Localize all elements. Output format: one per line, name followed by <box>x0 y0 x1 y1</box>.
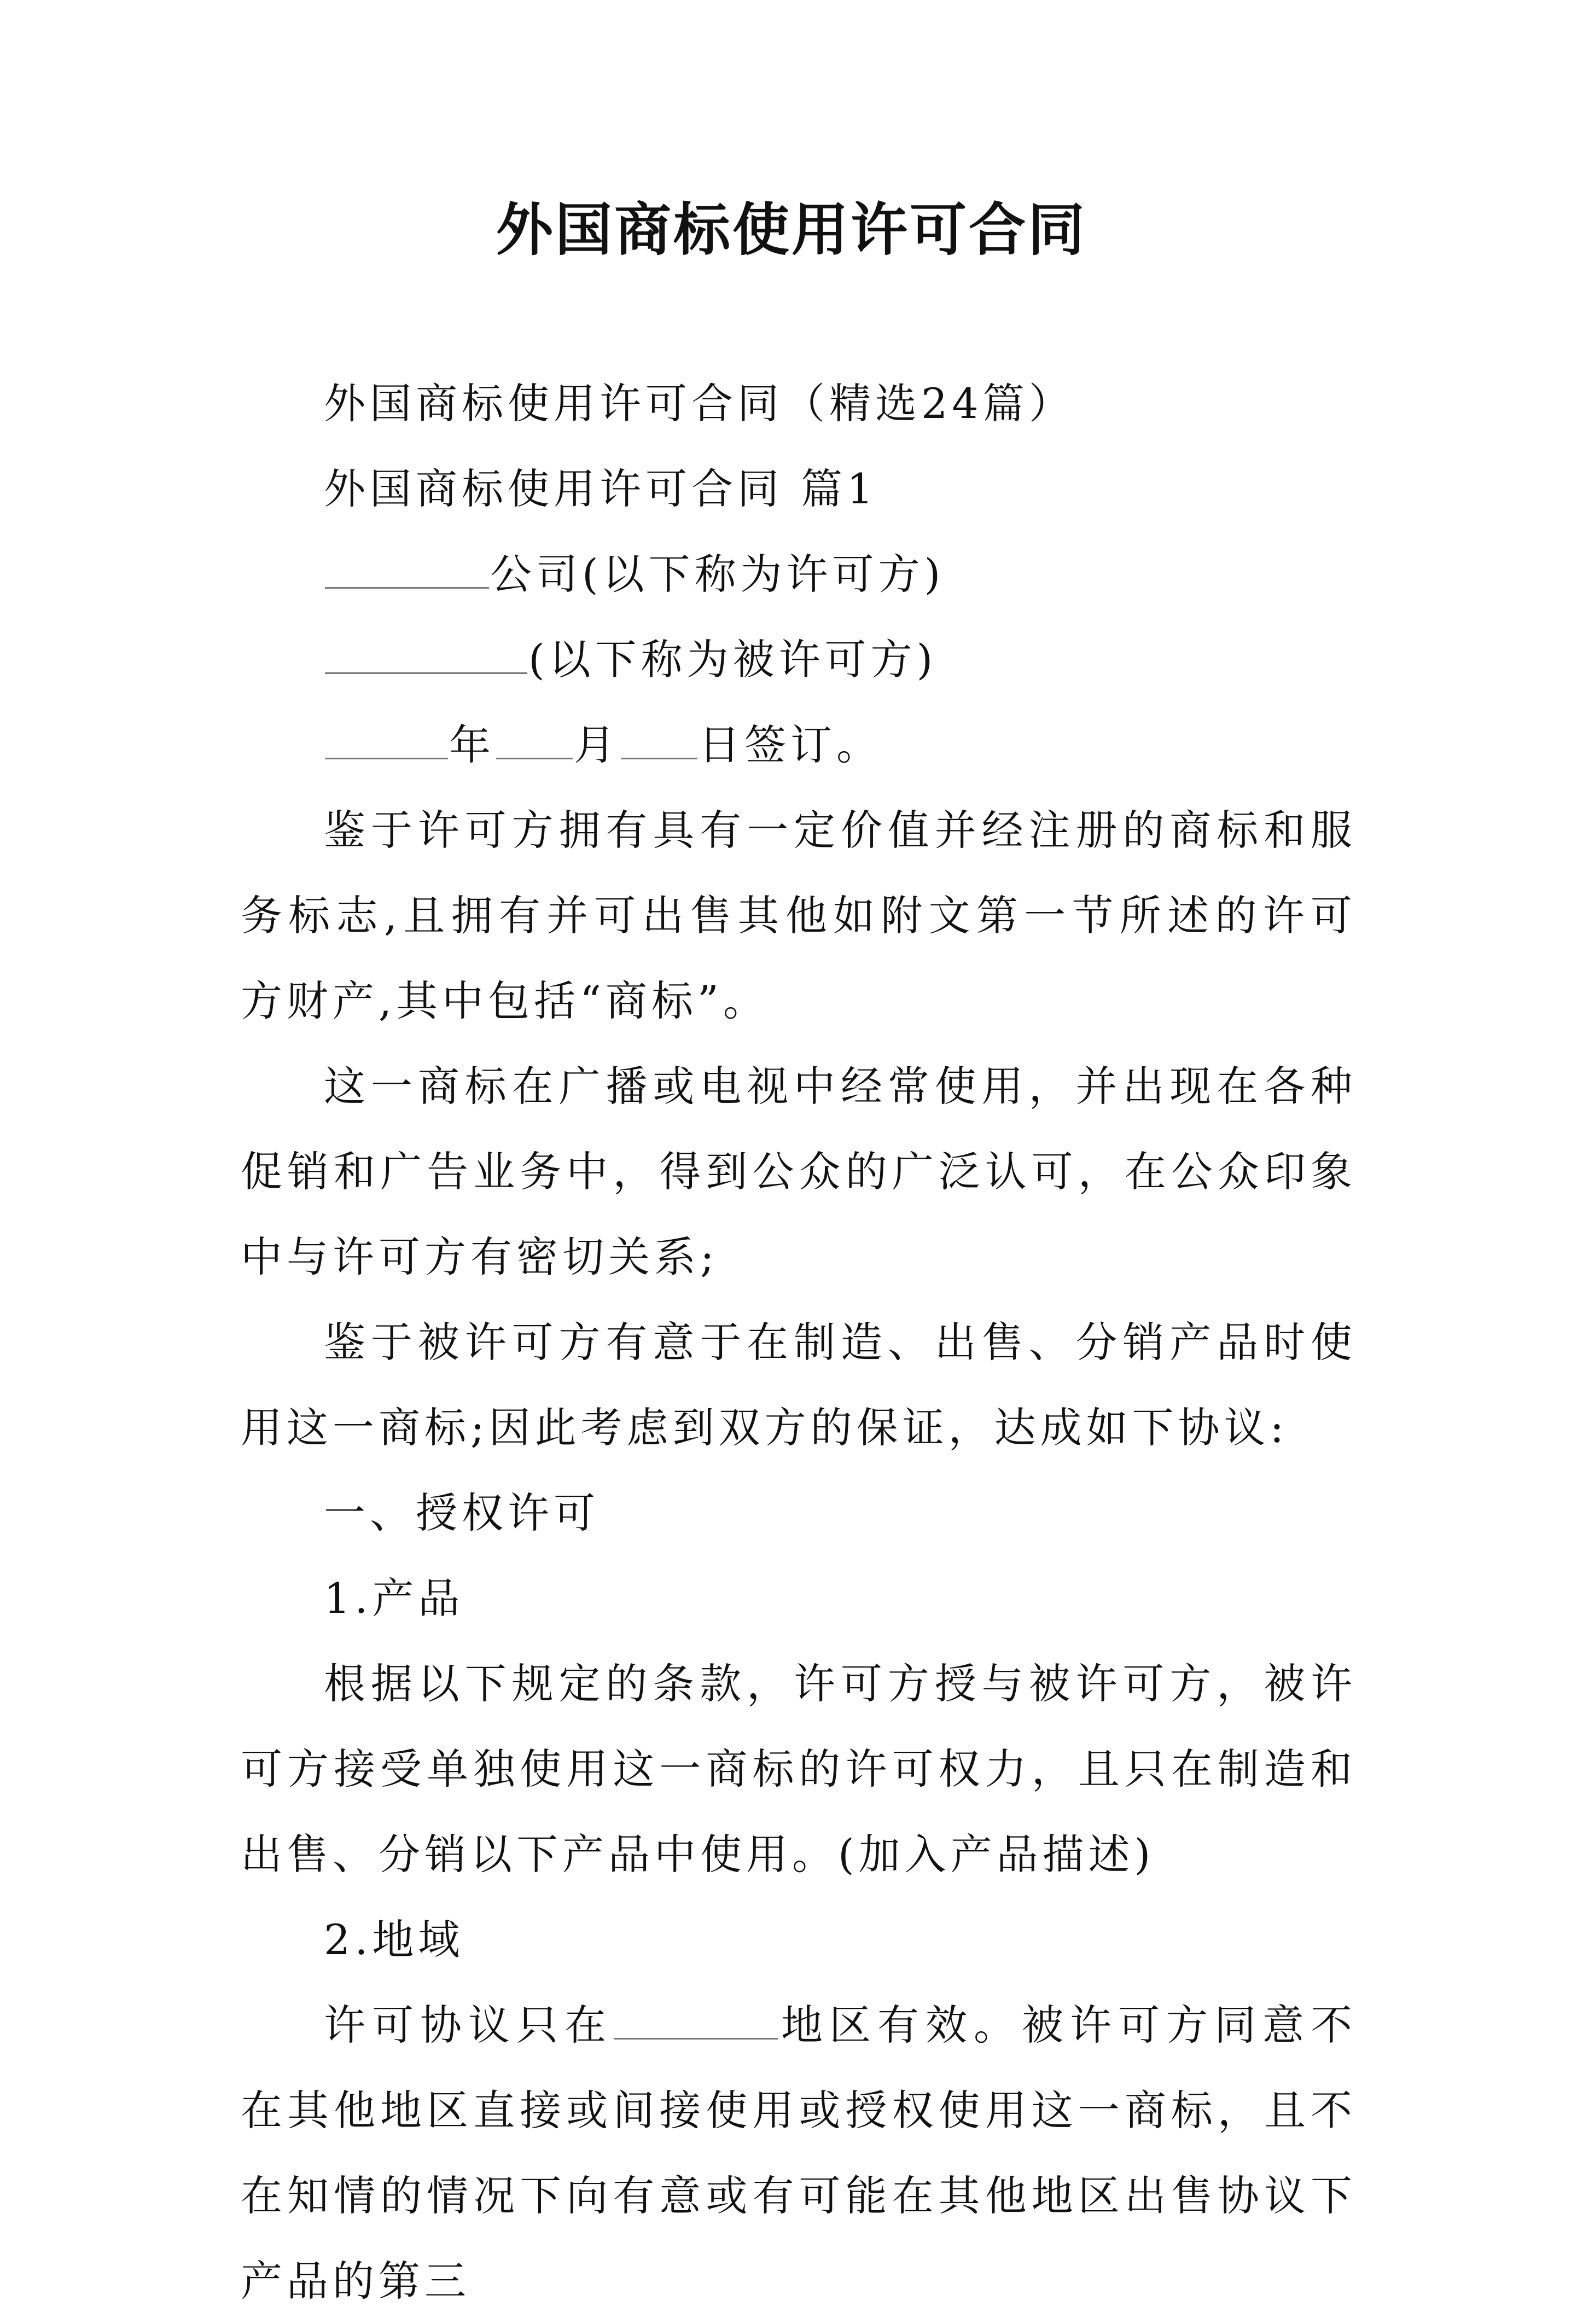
licensor-line <box>241 532 1357 617</box>
month-blank <box>496 722 573 759</box>
territory-heading: 2.地域 <box>324 1915 464 1964</box>
products-heading: 1.产品 <box>324 1574 464 1623</box>
territory-text-start: 许可协议只在 <box>324 2001 613 2049</box>
licensee-name-blank <box>325 636 527 674</box>
licensee-line <box>241 617 1357 702</box>
section-heading: 外国商标使用许可合同 篇1 <box>324 464 878 513</box>
grant-heading: 一、授权许可 <box>324 1489 600 1537</box>
whereas-paragraph-1: 鉴于许可方拥有具有一定价值并经注册的商标和服务标志,且拥有并可出售其他如附文第一节所述的许可方财产,其中包括“商标”。 <box>241 806 1357 1025</box>
signing-date-line <box>241 702 1357 788</box>
day-label: 日签订。 <box>699 721 882 769</box>
licensor-name-blank <box>325 551 489 589</box>
licensee-line-text: (以下称为被许可方) <box>528 635 938 684</box>
whereas-paragraph-2: 鉴于被许可方有意于在制造、出售、分销产品时使用这一商标;因此考虑到双方的保证，达成如下协议: <box>241 1318 1357 1452</box>
year-label: 年 <box>449 721 495 769</box>
licensor-line-text: 公司(以下称为许可方) <box>490 550 945 599</box>
year-blank <box>325 722 448 759</box>
territory-blank <box>614 2002 778 2040</box>
day-blank <box>621 722 697 759</box>
products-paragraph: 根据以下规定的条款，许可方授与被许可方，被许可方接受单独使用这一商标的许可权力，且只在制造和出售、分销以下产品中使用。(加入产品描述) <box>241 1659 1357 1879</box>
document-subtitle: 外国商标使用许可合同（精选24篇） <box>324 379 1075 428</box>
territory-paragraph <box>241 1983 1357 2324</box>
document-title: 外国商标使用许可合同 <box>496 196 1087 263</box>
document-body <box>241 361 1357 2324</box>
trademark-use-paragraph: 这一商标在广播或电视中经常使用，并出现在各种促销和广告业务中，得到公众的广泛认可，在公众印象中与许可方有密切关系; <box>241 1062 1357 1281</box>
month-label: 月 <box>574 721 620 769</box>
territory-text-rest: 地区有效。被许可方同意不在其他地区直接或间接使用或授权使用这一商标，且不在知情的情况下向有意或有可能在其他地区出售协议下产品的第三 <box>241 2001 1357 2305</box>
